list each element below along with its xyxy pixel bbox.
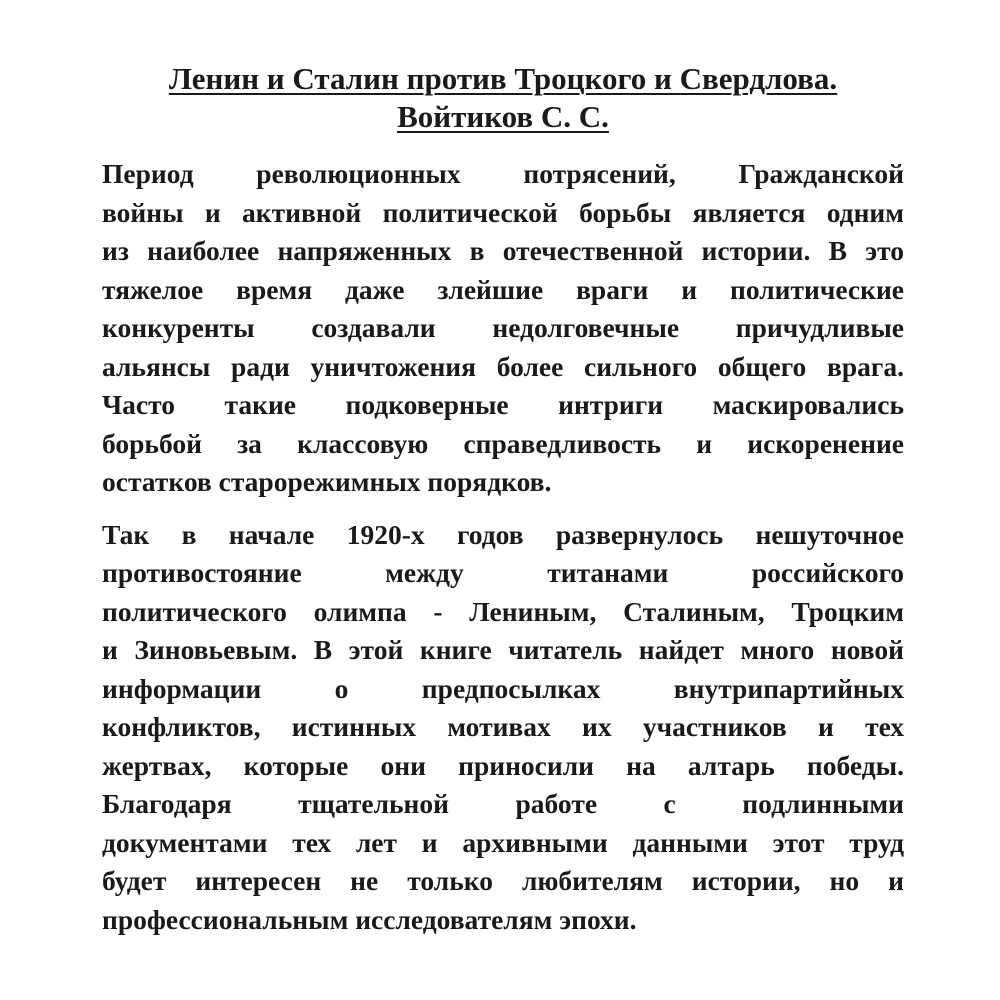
title-line-1: Ленин и Сталин против Троцкого и Свердлова.: [168, 61, 838, 96]
text-line: профессиональным исследователям эпохи.: [102, 903, 637, 935]
document-page: [102, 60, 904, 939]
text-line: Благодаря тщательной работе с подлинными: [102, 788, 904, 819]
text-line: войны и активной политической борьбы является одним: [102, 196, 904, 228]
text-line: Часто такие подковерные интриги маскировались: [102, 389, 904, 420]
paragraph-1: [102, 155, 904, 502]
text-line: из наиболее напряженных в отечественной истории. В это: [102, 235, 904, 266]
text-line: конкуренты создавали недолговечные причудливые: [102, 312, 904, 343]
paragraph-2: [102, 516, 904, 940]
title-line-2: Войтиков С. С.: [397, 99, 609, 134]
text-line: политического олимпа - Лениным, Сталиным, Троцким: [102, 595, 904, 627]
text-line: Так в начале 1920-х годов развернулось нешуточное: [102, 518, 904, 550]
text-line: жертвах, которые они приносили на алтарь победы.: [102, 749, 904, 781]
text-line: информации о предпосылках внутрипартийных: [102, 672, 904, 704]
text-line: будет интересен не только любителям истории, но и: [102, 865, 904, 896]
text-line: Период революционных потрясений, Гражданской: [102, 158, 904, 189]
text-line: противостояние между титанами российского: [102, 557, 904, 588]
text-line: тяжелое время даже злейшие враги и политические: [102, 273, 904, 305]
text-line: альянсы ради уничтожения более сильного общего врага.: [102, 350, 904, 382]
document-title: [102, 60, 904, 136]
text-line: борьбой за классовую справедливость и искоренение: [102, 427, 904, 459]
text-line: остатков старорежимных порядков.: [102, 466, 552, 497]
text-line: конфликтов, истинных мотивах их участников и тех: [102, 711, 904, 742]
text-line: документами тех лет и архивными данными этот труд: [102, 826, 904, 858]
text-line: и Зиновьевым. В этой книге читатель найдет много новой: [102, 634, 904, 665]
